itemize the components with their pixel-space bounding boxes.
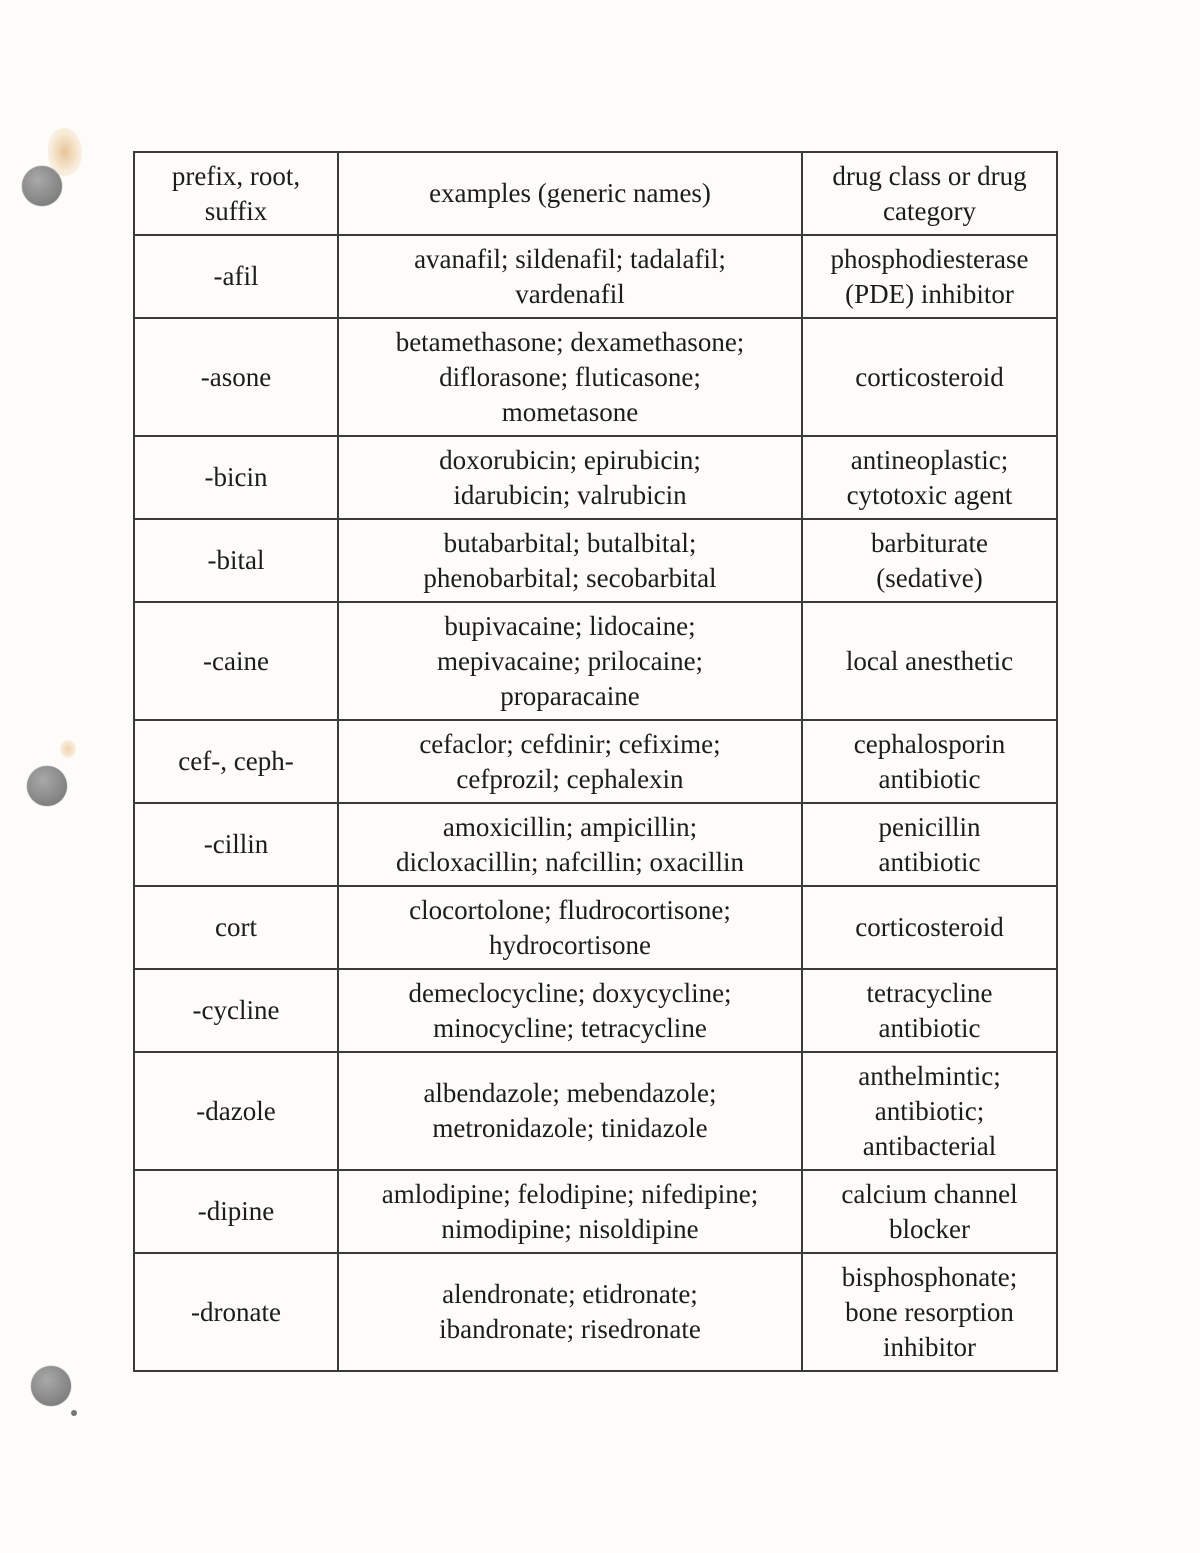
punch-hole-middle	[27, 766, 67, 806]
table-row	[134, 602, 1057, 720]
cell-drug-class: calcium channel blocker	[802, 1170, 1057, 1253]
table-row	[134, 1170, 1057, 1253]
cell-examples: butabarbital; butalbital; phenobarbital; secobarbital	[338, 519, 802, 602]
cell-drug-class: local anesthetic	[802, 602, 1057, 720]
cell-stem: -dronate	[134, 1253, 338, 1371]
table-row	[134, 318, 1057, 436]
header-stem: prefix, root, suffix	[134, 152, 338, 235]
paper-speck	[71, 1410, 77, 1416]
table-row	[134, 720, 1057, 803]
header-examples: examples (generic names)	[338, 152, 802, 235]
paper-stain	[48, 128, 82, 176]
cell-drug-class: antineoplastic; cytotoxic agent	[802, 436, 1057, 519]
cell-examples: betamethasone; dexamethasone; diflorasone; fluticasone; mometasone	[338, 318, 802, 436]
cell-examples: doxorubicin; epirubicin; idarubicin; valrubicin	[338, 436, 802, 519]
cell-examples: demeclocycline; doxycycline; minocycline; tetracycline	[338, 969, 802, 1052]
table-row	[134, 803, 1057, 886]
cell-drug-class: corticosteroid	[802, 318, 1057, 436]
cell-examples: alendronate; etidronate; ibandronate; risedronate	[338, 1253, 802, 1371]
table-row	[134, 235, 1057, 318]
cell-stem: -cycline	[134, 969, 338, 1052]
cell-stem: -caine	[134, 602, 338, 720]
cell-stem: cef-, ceph-	[134, 720, 338, 803]
table-row	[134, 1253, 1057, 1371]
cell-examples: clocortolone; fludrocortisone; hydrocortisone	[338, 886, 802, 969]
cell-stem: -afil	[134, 235, 338, 318]
cell-examples: amlodipine; felodipine; nifedipine; nimodipine; nisoldipine	[338, 1170, 802, 1253]
table-row	[134, 436, 1057, 519]
cell-drug-class: barbiturate (sedative)	[802, 519, 1057, 602]
paper-stain-small	[60, 740, 76, 758]
table-header-row	[134, 152, 1057, 235]
table-row	[134, 1052, 1057, 1170]
cell-drug-class: phosphodiesterase (PDE) inhibitor	[802, 235, 1057, 318]
cell-stem: cort	[134, 886, 338, 969]
cell-drug-class: penicillin antibiotic	[802, 803, 1057, 886]
cell-stem: -cillin	[134, 803, 338, 886]
cell-stem: -dipine	[134, 1170, 338, 1253]
cell-drug-class: cephalosporin antibiotic	[802, 720, 1057, 803]
cell-drug-class: tetracycline antibiotic	[802, 969, 1057, 1052]
punch-hole-bottom	[31, 1366, 71, 1406]
drug-stem-table	[133, 151, 1058, 1372]
cell-examples: avanafil; sildenafil; tadalafil; vardenafil	[338, 235, 802, 318]
cell-stem: -bital	[134, 519, 338, 602]
cell-examples: cefaclor; cefdinir; cefixime; cefprozil; cephalexin	[338, 720, 802, 803]
cell-drug-class: anthelmintic; antibiotic; antibacterial	[802, 1052, 1057, 1170]
header-drug-class: drug class or drug category	[802, 152, 1057, 235]
cell-stem: -asone	[134, 318, 338, 436]
table-row	[134, 969, 1057, 1052]
cell-examples: albendazole; mebendazole; metronidazole; tinidazole	[338, 1052, 802, 1170]
cell-examples: bupivacaine; lidocaine; mepivacaine; prilocaine; proparacaine	[338, 602, 802, 720]
cell-stem: -dazole	[134, 1052, 338, 1170]
cell-stem: -bicin	[134, 436, 338, 519]
cell-drug-class: corticosteroid	[802, 886, 1057, 969]
table-row	[134, 519, 1057, 602]
cell-examples: amoxicillin; ampicillin; dicloxacillin; nafcillin; oxacillin	[338, 803, 802, 886]
table-row	[134, 886, 1057, 969]
cell-drug-class: bisphosphonate; bone resorption inhibitor	[802, 1253, 1057, 1371]
